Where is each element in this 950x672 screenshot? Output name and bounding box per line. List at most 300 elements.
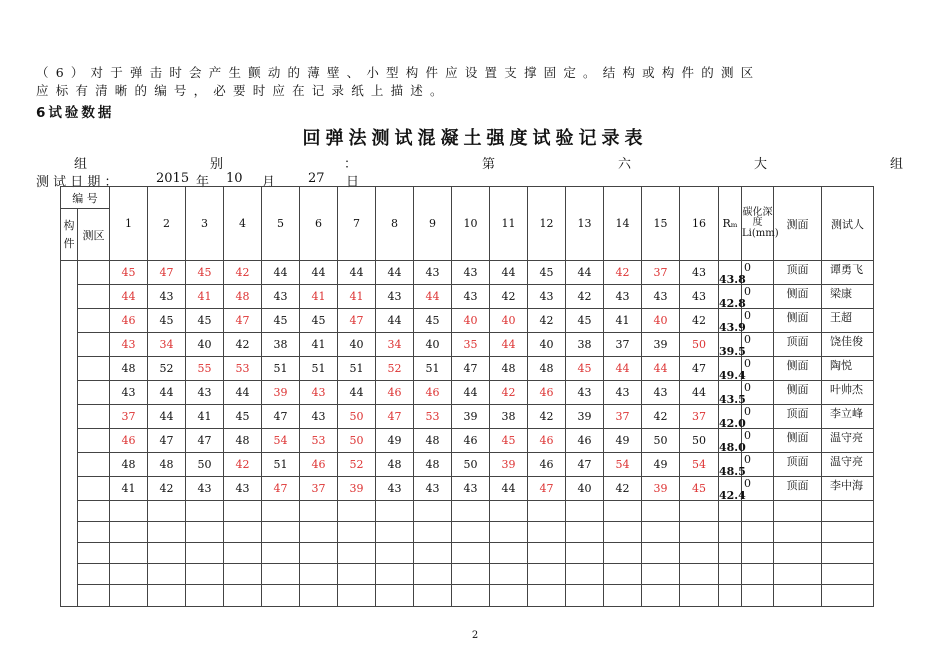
- point-header: 11: [490, 187, 528, 261]
- empty-cell: [338, 564, 376, 585]
- empty-cell: [78, 501, 110, 522]
- empty-cell: [78, 564, 110, 585]
- test-face-cell: 顶面: [774, 333, 822, 357]
- rebound-value-cell: 42: [566, 285, 604, 309]
- empty-cell: [822, 585, 874, 607]
- rm-value-cell: 43.9: [719, 309, 742, 333]
- empty-cell: [680, 585, 719, 607]
- rebound-value-cell: 54: [604, 453, 642, 477]
- empty-row: [61, 564, 874, 585]
- zone-header: 测区: [78, 209, 110, 261]
- id-header: 编 号: [61, 187, 110, 209]
- rebound-value-cell: 45: [110, 261, 148, 285]
- rebound-value-cell: 48: [414, 429, 452, 453]
- carbonation-depth-cell: 0: [742, 381, 774, 405]
- rebound-value-cell: 43: [300, 405, 338, 429]
- rebound-value-cell: 45: [300, 309, 338, 333]
- rebound-value-cell: 42: [528, 309, 566, 333]
- rebound-value-cell: 47: [566, 453, 604, 477]
- empty-cell: [110, 522, 148, 543]
- empty-cell: [452, 501, 490, 522]
- group-char: 别: [210, 157, 224, 172]
- carbonation-depth-cell: 0: [742, 405, 774, 429]
- table-row: [61, 477, 874, 501]
- empty-cell: [186, 543, 224, 564]
- empty-cell: [642, 522, 680, 543]
- table-row: [61, 453, 874, 477]
- empty-cell: [822, 543, 874, 564]
- rebound-value-cell: 43: [110, 333, 148, 357]
- rebound-value-cell: 51: [338, 357, 376, 381]
- empty-cell: [566, 564, 604, 585]
- carbonation-depth-cell: 0: [742, 309, 774, 333]
- rm-value-cell: 43.5: [719, 381, 742, 405]
- empty-cell: [528, 501, 566, 522]
- rebound-value-cell: 44: [452, 381, 490, 405]
- empty-cell: [414, 564, 452, 585]
- intro-line-1: （6）对于弹击时会产生颤动的薄壁、小型构件应设置支撑固定。结构或构件的测区: [36, 65, 761, 80]
- zone-cell: [78, 285, 110, 309]
- empty-cell: [742, 543, 774, 564]
- carbonation-depth-cell: 0: [742, 453, 774, 477]
- rebound-value-cell: 48: [490, 357, 528, 381]
- table-row: [61, 333, 874, 357]
- rebound-value-cell: 46: [300, 453, 338, 477]
- rebound-value-cell: 46: [528, 429, 566, 453]
- empty-cell: [414, 543, 452, 564]
- rebound-value-cell: 53: [300, 429, 338, 453]
- empty-cell: [742, 564, 774, 585]
- tester-cell: 温守亮: [822, 429, 874, 453]
- rebound-value-cell: 42: [148, 477, 186, 501]
- rebound-value-cell: 48: [414, 453, 452, 477]
- rebound-value-cell: 42: [604, 261, 642, 285]
- empty-cell: [148, 522, 186, 543]
- empty-cell: [186, 522, 224, 543]
- empty-cell: [300, 543, 338, 564]
- empty-row: [61, 585, 874, 607]
- rebound-value-cell: 37: [604, 333, 642, 357]
- rebound-value-cell: 47: [338, 309, 376, 333]
- empty-cell: [742, 501, 774, 522]
- section-title: 6试验数据: [36, 105, 115, 121]
- empty-cell: [110, 543, 148, 564]
- rebound-value-cell: 44: [148, 405, 186, 429]
- rebound-value-cell: 37: [110, 405, 148, 429]
- rebound-value-cell: 50: [338, 429, 376, 453]
- empty-cell: [774, 564, 822, 585]
- empty-cell: [452, 522, 490, 543]
- group-char: 组: [890, 157, 904, 172]
- test-face-cell: 顶面: [774, 261, 822, 285]
- rebound-value-cell: 43: [642, 381, 680, 405]
- empty-cell: [110, 585, 148, 607]
- rm-value-cell: 48.5: [719, 453, 742, 477]
- empty-row: [61, 543, 874, 564]
- empty-cell: [452, 585, 490, 607]
- rebound-value-cell: 44: [110, 285, 148, 309]
- rebound-value-cell: 46: [528, 453, 566, 477]
- rebound-value-cell: 50: [338, 405, 376, 429]
- rebound-value-cell: 51: [414, 357, 452, 381]
- rm-value-cell: 42.0: [719, 405, 742, 429]
- empty-cell: [376, 585, 414, 607]
- zone-cell: [78, 261, 110, 285]
- date-day: 27: [308, 171, 325, 186]
- rebound-value-cell: 39: [566, 405, 604, 429]
- rebound-value-cell: 43: [376, 477, 414, 501]
- tester-cell: 谭勇飞: [822, 261, 874, 285]
- carbonation-depth-cell: 0: [742, 333, 774, 357]
- rebound-value-cell: 51: [300, 357, 338, 381]
- rebound-value-cell: 46: [566, 429, 604, 453]
- zone-cell: [78, 453, 110, 477]
- rebound-value-cell: 52: [338, 453, 376, 477]
- empty-cell: [300, 564, 338, 585]
- empty-cell: [224, 585, 262, 607]
- rebound-value-cell: 52: [376, 357, 414, 381]
- rebound-value-cell: 43: [224, 477, 262, 501]
- carbonation-depth-cell: 0: [742, 429, 774, 453]
- member-header: 构件: [61, 209, 78, 261]
- table-row: [61, 429, 874, 453]
- empty-cell: [528, 543, 566, 564]
- rebound-value-cell: 48: [224, 285, 262, 309]
- test-face-cell: 顶面: [774, 477, 822, 501]
- empty-cell: [262, 585, 300, 607]
- point-header: 16: [680, 187, 719, 261]
- zone-cell: [78, 309, 110, 333]
- rebound-value-cell: 52: [148, 357, 186, 381]
- rebound-value-cell: 44: [224, 381, 262, 405]
- empty-cell: [262, 522, 300, 543]
- rebound-value-cell: 55: [186, 357, 224, 381]
- rebound-value-cell: 48: [528, 357, 566, 381]
- empty-cell: [566, 585, 604, 607]
- tester-cell: 李立峰: [822, 405, 874, 429]
- empty-cell: [490, 501, 528, 522]
- point-header: 5: [262, 187, 300, 261]
- rebound-value-cell: 43: [452, 261, 490, 285]
- empty-cell: [490, 585, 528, 607]
- rebound-value-cell: 40: [186, 333, 224, 357]
- rebound-value-cell: 50: [452, 453, 490, 477]
- rebound-value-cell: 47: [528, 477, 566, 501]
- zone-cell: [78, 333, 110, 357]
- rebound-value-cell: 37: [642, 261, 680, 285]
- rebound-value-cell: 44: [566, 261, 604, 285]
- rebound-value-cell: 39: [490, 453, 528, 477]
- test-face-header: 测面: [774, 187, 822, 261]
- rebound-value-cell: 43: [110, 381, 148, 405]
- table-row: [61, 285, 874, 309]
- rebound-value-cell: 48: [224, 429, 262, 453]
- rebound-value-cell: 47: [376, 405, 414, 429]
- page-number: 2: [471, 630, 479, 641]
- rebound-value-cell: 46: [376, 381, 414, 405]
- rebound-value-cell: 53: [224, 357, 262, 381]
- table-row: [61, 309, 874, 333]
- carbonation-depth-header: 碳化深度Li(mm): [742, 187, 774, 261]
- date-label: 测 试 日 期 ：: [36, 175, 118, 190]
- rebound-value-cell: 34: [376, 333, 414, 357]
- rebound-value-cell: 40: [338, 333, 376, 357]
- rebound-value-cell: 43: [604, 381, 642, 405]
- empty-cell: [528, 585, 566, 607]
- empty-cell: [338, 522, 376, 543]
- empty-cell: [604, 543, 642, 564]
- empty-cell: [642, 543, 680, 564]
- empty-cell: [719, 585, 742, 607]
- rebound-value-cell: 47: [262, 405, 300, 429]
- test-face-cell: 侧面: [774, 285, 822, 309]
- rebound-value-cell: 42: [224, 333, 262, 357]
- rebound-value-cell: 44: [490, 261, 528, 285]
- rebound-value-cell: 49: [642, 453, 680, 477]
- rm-header: Rₘ: [719, 187, 742, 261]
- rebound-value-cell: 44: [300, 261, 338, 285]
- empty-cell: [680, 501, 719, 522]
- rebound-value-cell: 41: [110, 477, 148, 501]
- empty-cell: [262, 564, 300, 585]
- empty-cell: [148, 501, 186, 522]
- rebound-value-cell: 44: [414, 285, 452, 309]
- point-header: 6: [300, 187, 338, 261]
- rebound-value-cell: 50: [680, 333, 719, 357]
- zone-cell: [78, 405, 110, 429]
- empty-cell: [680, 522, 719, 543]
- empty-cell: [680, 543, 719, 564]
- rebound-value-cell: 54: [262, 429, 300, 453]
- rebound-value-cell: 45: [148, 309, 186, 333]
- empty-cell: [78, 522, 110, 543]
- point-header: 9: [414, 187, 452, 261]
- rebound-value-cell: 42: [642, 405, 680, 429]
- rebound-value-cell: 41: [338, 285, 376, 309]
- point-header: 8: [376, 187, 414, 261]
- rebound-value-cell: 46: [110, 309, 148, 333]
- empty-cell: [262, 543, 300, 564]
- rebound-value-cell: 37: [680, 405, 719, 429]
- rebound-value-cell: 43: [680, 285, 719, 309]
- rebound-value-cell: 50: [680, 429, 719, 453]
- rebound-value-cell: 44: [262, 261, 300, 285]
- rebound-value-cell: 45: [186, 261, 224, 285]
- rebound-value-cell: 48: [148, 453, 186, 477]
- empty-row: [61, 501, 874, 522]
- rebound-value-cell: 40: [414, 333, 452, 357]
- empty-cell: [414, 501, 452, 522]
- empty-cell: [148, 585, 186, 607]
- test-face-cell: 侧面: [774, 309, 822, 333]
- rebound-value-cell: 46: [452, 429, 490, 453]
- rebound-value-cell: 43: [604, 285, 642, 309]
- point-header: 14: [604, 187, 642, 261]
- zone-cell: [78, 357, 110, 381]
- rebound-value-cell: 41: [300, 285, 338, 309]
- table-title: 回弹法测试混凝土强度试验记录表: [302, 128, 648, 149]
- rebound-value-cell: 45: [224, 405, 262, 429]
- rebound-value-cell: 41: [604, 309, 642, 333]
- empty-cell: [604, 522, 642, 543]
- rebound-value-cell: 43: [566, 381, 604, 405]
- tester-cell: 陶悦: [822, 357, 874, 381]
- empty-cell: [110, 501, 148, 522]
- rebound-value-cell: 42: [224, 453, 262, 477]
- rebound-value-cell: 34: [148, 333, 186, 357]
- empty-cell: [148, 543, 186, 564]
- empty-cell: [110, 564, 148, 585]
- empty-cell: [262, 501, 300, 522]
- rebound-value-cell: 41: [186, 285, 224, 309]
- rebound-record-table: [60, 186, 874, 607]
- empty-cell: [528, 564, 566, 585]
- empty-cell: [566, 522, 604, 543]
- rebound-value-cell: 39: [338, 477, 376, 501]
- empty-cell: [338, 543, 376, 564]
- rebound-value-cell: 42: [490, 285, 528, 309]
- empty-cell: [338, 501, 376, 522]
- rebound-value-cell: 44: [338, 261, 376, 285]
- rebound-value-cell: 39: [262, 381, 300, 405]
- rebound-value-cell: 49: [604, 429, 642, 453]
- rebound-value-cell: 46: [414, 381, 452, 405]
- empty-cell: [376, 522, 414, 543]
- carbonation-depth-cell: 0: [742, 477, 774, 501]
- rebound-value-cell: 47: [148, 429, 186, 453]
- zone-cell: [78, 381, 110, 405]
- rm-value-cell: 43.8: [719, 261, 742, 285]
- rebound-value-cell: 38: [566, 333, 604, 357]
- empty-cell: [414, 522, 452, 543]
- empty-cell: [300, 522, 338, 543]
- date-month-unit: 月: [262, 175, 276, 190]
- empty-row: [61, 522, 874, 543]
- rebound-value-cell: 49: [376, 429, 414, 453]
- empty-cell: [822, 564, 874, 585]
- empty-cell: [719, 501, 742, 522]
- rebound-value-cell: 38: [262, 333, 300, 357]
- empty-cell: [822, 501, 874, 522]
- empty-cell: [224, 501, 262, 522]
- table-body: [61, 261, 874, 607]
- carbonation-depth-cell: 0: [742, 357, 774, 381]
- rebound-value-cell: 48: [110, 453, 148, 477]
- empty-cell: [186, 585, 224, 607]
- empty-cell: [774, 543, 822, 564]
- point-header: 3: [186, 187, 224, 261]
- rebound-value-cell: 44: [376, 309, 414, 333]
- carbonation-depth-cell: 0: [742, 285, 774, 309]
- rebound-value-cell: 47: [680, 357, 719, 381]
- rebound-value-cell: 45: [528, 261, 566, 285]
- rebound-value-cell: 43: [642, 285, 680, 309]
- empty-cell: [376, 543, 414, 564]
- rebound-value-cell: 44: [148, 381, 186, 405]
- empty-cell: [376, 564, 414, 585]
- empty-cell: [719, 564, 742, 585]
- rebound-value-cell: 43: [528, 285, 566, 309]
- empty-cell: [528, 522, 566, 543]
- empty-cell: [414, 585, 452, 607]
- empty-cell: [566, 543, 604, 564]
- rebound-value-cell: 38: [490, 405, 528, 429]
- rebound-value-cell: 42: [680, 309, 719, 333]
- test-face-cell: 侧面: [774, 381, 822, 405]
- date-day-unit: 日: [346, 175, 360, 190]
- rebound-value-cell: 42: [528, 405, 566, 429]
- point-header: 15: [642, 187, 680, 261]
- empty-cell: [642, 585, 680, 607]
- rebound-value-cell: 45: [186, 309, 224, 333]
- empty-cell: [680, 564, 719, 585]
- tester-cell: 梁康: [822, 285, 874, 309]
- empty-cell: [224, 543, 262, 564]
- date-year-unit: 年: [196, 175, 210, 190]
- group-char: 六: [618, 157, 632, 172]
- group-char: ：: [344, 157, 358, 172]
- rebound-value-cell: 50: [642, 429, 680, 453]
- rebound-value-cell: 45: [680, 477, 719, 501]
- rebound-value-cell: 45: [414, 309, 452, 333]
- rm-value-cell: 42.8: [719, 285, 742, 309]
- rebound-value-cell: 42: [224, 261, 262, 285]
- rebound-value-cell: 45: [490, 429, 528, 453]
- tester-cell: 李中海: [822, 477, 874, 501]
- empty-cell: [604, 564, 642, 585]
- rebound-value-cell: 44: [642, 357, 680, 381]
- point-header: 10: [452, 187, 490, 261]
- rebound-value-cell: 43: [186, 477, 224, 501]
- rm-value-cell: 49.4: [719, 357, 742, 381]
- empty-cell: [300, 501, 338, 522]
- empty-cell: [186, 564, 224, 585]
- rebound-value-cell: 45: [566, 357, 604, 381]
- rebound-value-cell: 42: [604, 477, 642, 501]
- rebound-value-cell: 41: [300, 333, 338, 357]
- point-header: 1: [110, 187, 148, 261]
- rebound-value-cell: 53: [414, 405, 452, 429]
- rm-value-cell: 39.5: [719, 333, 742, 357]
- carbonation-depth-cell: 0: [742, 261, 774, 285]
- rebound-value-cell: 43: [148, 285, 186, 309]
- rebound-value-cell: 54: [680, 453, 719, 477]
- table-row: [61, 381, 874, 405]
- point-header: 13: [566, 187, 604, 261]
- empty-cell: [224, 564, 262, 585]
- empty-cell: [376, 501, 414, 522]
- member-cell: [61, 261, 78, 607]
- empty-cell: [452, 564, 490, 585]
- point-header: 4: [224, 187, 262, 261]
- zone-cell: [78, 477, 110, 501]
- rebound-value-cell: 43: [376, 285, 414, 309]
- empty-cell: [338, 585, 376, 607]
- rebound-value-cell: 43: [680, 261, 719, 285]
- tester-cell: 王超: [822, 309, 874, 333]
- empty-cell: [452, 543, 490, 564]
- rebound-value-cell: 50: [186, 453, 224, 477]
- rebound-value-cell: 40: [642, 309, 680, 333]
- tester-cell: 温守亮: [822, 453, 874, 477]
- rebound-value-cell: 43: [262, 285, 300, 309]
- rebound-value-cell: 41: [186, 405, 224, 429]
- point-header: 2: [148, 187, 186, 261]
- rebound-value-cell: 47: [224, 309, 262, 333]
- empty-cell: [774, 501, 822, 522]
- empty-cell: [148, 564, 186, 585]
- date-year: 2015: [156, 171, 190, 186]
